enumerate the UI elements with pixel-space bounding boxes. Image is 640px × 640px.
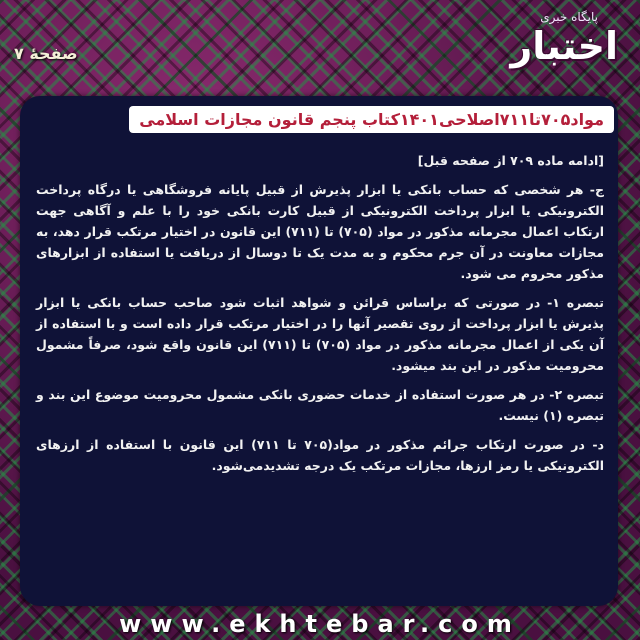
paragraph-clause-c: ج- هر شخصی که حساب بانکی یا ابزار پذیرش از قبیل پایانه فروشگاهی یا درگاه پرداخت الکترونیکی یا ابزار پرداخت الکترونیکی از قبیل کارت بانکی خود را با علم و آگاهی جهت ارتکاب اعمال مجرمانه مذکور در مواد (۷۰۵) تا (۷۱۱) این قانون در اختیار مرتکب قرار دهد، به مجازات معاونت در آن جرم محکوم و به مدت یک تا دوسال از دریافت یا استفاده از ابزارهای مذکور محروم می شود. xyxy=(36,182,604,281)
page-title: مواد۷۰۵تا۷۱۱اصلاحی۱۴۰۱کتاب پنجم قانون مجازات اسلامی xyxy=(129,106,614,133)
brand-name: اختبار xyxy=(510,24,618,68)
website-footer: www.ekhtebar.com xyxy=(119,610,521,638)
paragraph-note-1: تبصره ۱- در صورتی که براساس قرائن و شواهد اثبات شود صاحب حساب بانکی یا ابزار پذیرش یا ابزار پرداخت از روی تقصیر آنها را در اختیار مرتکب قرار داده است و با استفاده از آن یکی از اعمال مجرمانه مذکور در مواد (۷۰۵) تا (۷۱۱) این قانون واقع شود، صرفاً مشمول محرومیت مذکور در این بند میشود. xyxy=(36,295,604,373)
paragraph-clause-d: د- در صورت ارتکاب جرائم مذکور در مواد(۷۰۵ تا ۷۱۱) این قانون با استفاده از ارزهای الکترونیکی یا رمز ارزها، مجازات مرتکب یک درجه تشدیدمی‌شود. xyxy=(36,437,605,473)
brand-logo xyxy=(510,10,618,68)
header xyxy=(0,0,640,98)
paragraph-continuation: [ادامه ماده ۷۰۹ از صفحه قبل] xyxy=(417,153,604,168)
paragraph-note-2: تبصره ۲- در هر صورت استفاده از خدمات حضوری بانکی مشمول محرومیت موضوع این بند و تبصره (۱) نیست. xyxy=(36,387,604,423)
page-label: صفحهٔ ۷ xyxy=(14,44,78,63)
brand-subtitle: پایگاه خبری xyxy=(540,10,598,24)
body-text xyxy=(36,150,604,484)
title-bar xyxy=(28,106,614,140)
